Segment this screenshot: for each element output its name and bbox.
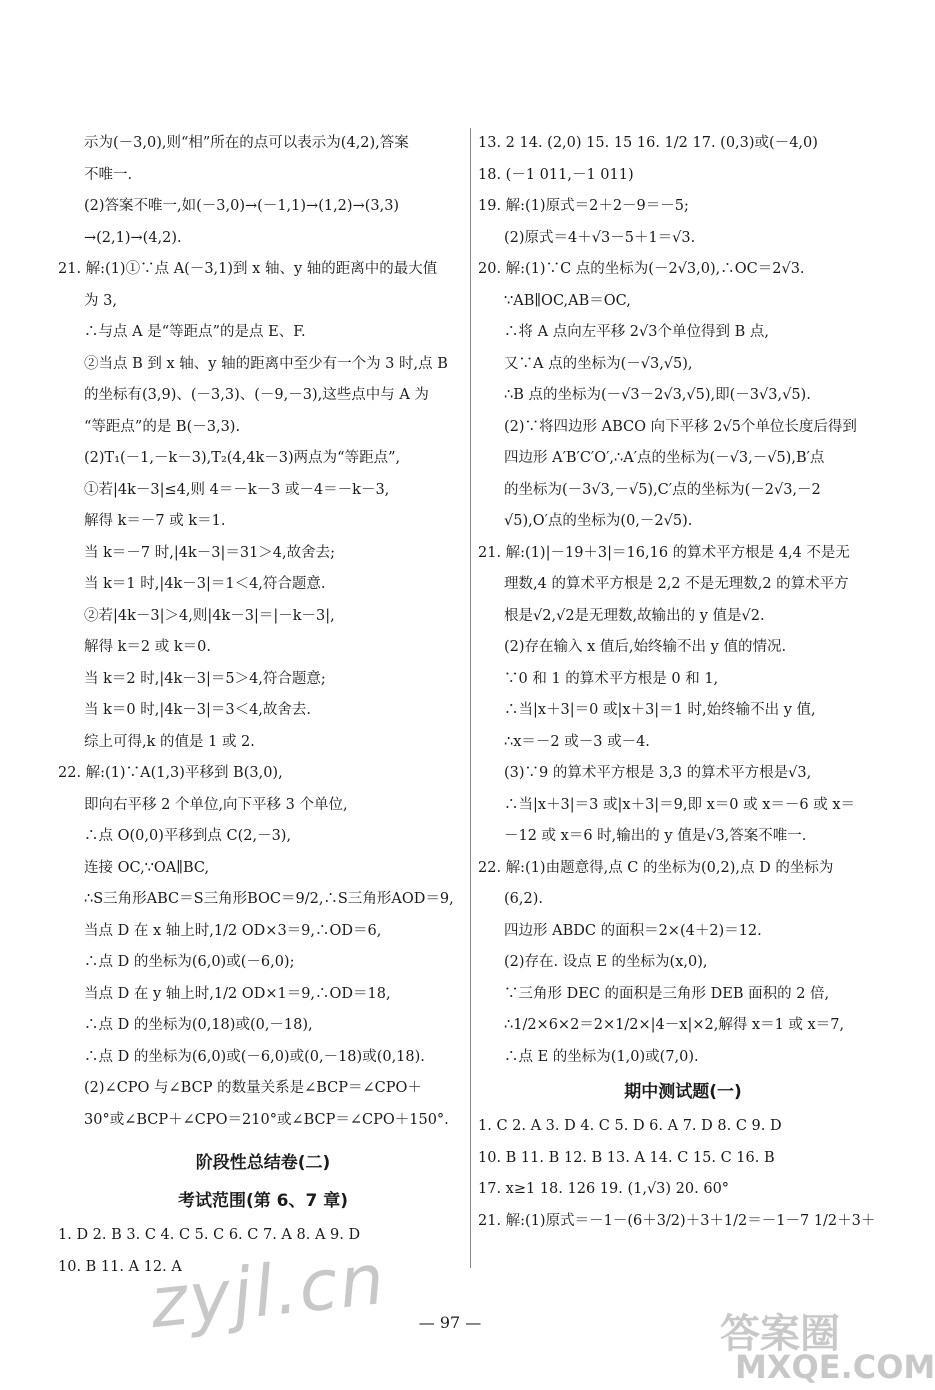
text-line: 当点 D 在 x 轴上时,1/2 OD×3＝9,∴OD＝6, — [84, 922, 382, 939]
text-line: 连接 OC,∵OA∥BC, — [84, 859, 210, 876]
text-line: (2)答案不唯一,如(－3,0)→(－1,1)→(1,2)→(3,3) — [84, 198, 400, 214]
text-line: ∴点 D 的坐标为(6,0)或(－6,0); — [84, 954, 295, 970]
text-line: 20. 解:(1)∵C 点的坐标为(－2√3,0),∴OC＝2√3. — [478, 261, 805, 277]
text-line: ∴与点 A 是“等距点”的是点 E、F. — [84, 324, 306, 340]
text-line: ∵三角形 DEC 的面积是三角形 DEB 面积的 2 倍, — [504, 985, 830, 1002]
text-line: 当 k＝0 时,|4k－3|＝3＜4,故舍去. — [84, 702, 312, 718]
text-line: 22. 解:(1)∵A(1,3)平移到 B(3,0), — [58, 765, 283, 781]
text-line: 19. 解:(1)原式＝2＋2－9＝－5; — [478, 198, 689, 214]
text-line: ∴点 O(0,0)平移到点 C(2,－3), — [84, 828, 292, 844]
text-line: √5),O′点的坐标为(0,－2√5). — [504, 513, 693, 529]
answer-line: 21. 解:(1)原式＝－1－(6＋3/2)＋3＋1/2＝－1－7 1/2＋3＋ — [478, 1212, 876, 1229]
text-line: 当 k＝1 时,|4k－3|＝1＜4,符合题意. — [84, 576, 326, 592]
text-line: ②当点 B 到 x 轴、y 轴的距离中至少有一个为 3 时,点 B — [84, 355, 448, 372]
text-line: 根是√2,√2是无理数,故输出的 y 值是√2. — [504, 607, 765, 624]
text-line: ∴将 A 点向左平移 2√3个单位得到 B 点, — [504, 324, 769, 340]
text-line: 又∵A 点的坐标为(－√3,√5), — [504, 355, 693, 372]
column-divider — [470, 128, 471, 1268]
text-line: 综上可得,k 的值是 1 或 2. — [84, 733, 255, 750]
text-line: 18. (－1 011,－1 011) — [478, 166, 634, 183]
text-line: ∴点 D 的坐标为(0,18)或(0,－18), — [84, 1017, 313, 1033]
text-line: ∴当|x＋3|＝0 或|x＋3|＝1 时,始终输不出 y 值, — [504, 702, 816, 718]
section-title: 阶段性总结卷(二) — [195, 1153, 331, 1173]
text-line: 13. 2 14. (2,0) 15. 15 16. 1/2 17. (0,3)或(－4,0) — [478, 135, 818, 151]
text-line: ∴S三角形ABC＝S三角形BOC＝9/2,∴S三角形AOD＝9, — [84, 891, 454, 907]
text-line: 的坐标有(3,9)、(－3,3)、(－9,－3),这些点中与 A 为 — [84, 387, 429, 403]
section-subtitle: 考试范围(第 6、7 章) — [177, 1191, 349, 1211]
answer-line: 1. D 2. B 3. C 4. C 5. C 6. C 7. A 8. A 9. D — [58, 1227, 361, 1243]
text-line: ∴点 E 的坐标为(1,0)或(7,0). — [504, 1048, 699, 1065]
answer-line: 17. x≥1 18. 126 19. (1,√3) 20. 60° — [478, 1181, 730, 1197]
text-line: 为 3, — [84, 292, 117, 309]
text-line: ②若|4k－3|＞4,则|4k－3|＝|－k－3|, — [84, 607, 335, 624]
text-line: 不唯一. — [84, 166, 133, 183]
text-line: 四边形 ABDC 的面积＝2×(4＋2)＝12. — [504, 922, 762, 939]
text-line: 当 k＝2 时,|4k－3|＝5＞4,符合题意; — [84, 670, 326, 687]
text-line: 理数,4 的算术平方根是 2,2 不是无理数,2 的算术平方 — [504, 576, 849, 592]
text-line: →(2,1)→(4,2). — [84, 229, 182, 246]
answer-line: 1. C 2. A 3. D 4. C 5. D 6. A 7. D 8. C 9. D — [478, 1118, 782, 1134]
watermark-mxqe: MXQE.COM — [735, 1348, 935, 1386]
text-line: (2)原式＝4＋√3－5＋1＝√3. — [504, 229, 696, 246]
text-line: 30°或∠BCP＋∠CPO＝210°或∠BCP＝∠CPO＋150°. — [84, 1111, 449, 1128]
text-line: ∴当|x＋3|＝3 或|x＋3|＝9,即 x＝0 或 x＝－6 或 x＝ — [504, 796, 856, 813]
text-line: －12 或 x＝6 时,输出的 y 值是√3,答案不唯一. — [504, 828, 807, 844]
section-title: 期中测试题(一) — [624, 1082, 742, 1102]
text-line: 示为(－3,0),则“相”所在的点可以表示为(4,2),答案 — [84, 135, 409, 151]
text-line: ∵AB∥OC,AB＝OC, — [504, 292, 631, 309]
text-line: 即向右平移 2 个单位,向下平移 3 个单位, — [84, 796, 348, 813]
text-line: (2)∠CPO 与∠BCP 的数量关系是∠BCP＝∠CPO＋ — [84, 1080, 422, 1096]
left-column — [58, 128, 468, 1283]
text-line: ∴点 D 的坐标为(6,0)或(－6,0)或(0,－18)或(0,18). — [84, 1048, 425, 1065]
text-line: (6,2). — [504, 891, 543, 907]
text-line: (2)存在输入 x 值后,始终输不出 y 值的情况. — [504, 639, 787, 655]
watermark-zyjl: zyjl.cn — [146, 1237, 390, 1345]
text-line: (2)∵将四边形 ABCO 向下平移 2√5个单位长度后得到 — [504, 418, 857, 435]
text-line: 当点 D 在 y 轴上时,1/2 OD×1＝9,∴OD＝18, — [84, 985, 391, 1002]
text-line: 22. 解:(1)由题意得,点 C 的坐标为(0,2),点 D 的坐标为 — [478, 859, 834, 876]
answer-line: 10. B 11. A 12. A — [58, 1258, 182, 1275]
text-line: ∴B 点的坐标为(－√3－2√3,√5),即(－3√3,√5). — [504, 387, 811, 403]
page-number: — 97 — — [418, 1313, 482, 1332]
text-line: (2)存在. 设点 E 的坐标为(x,0), — [504, 954, 708, 970]
text-line: 21. 解:(1)①∵点 A(－3,1)到 x 轴、y 轴的距离中的最大值 — [58, 261, 438, 277]
answer-line: 10. B 11. B 12. B 13. A 14. C 15. C 16. B — [478, 1149, 775, 1166]
text-line: 21. 解:(1)|－19＋3|＝16,16 的算术平方根是 4,4 不是无 — [478, 544, 850, 561]
text-line: 四边形 A′B′C′O′,∴A′点的坐标为(－√3,－√5),B′点 — [504, 450, 825, 466]
text-line: 的坐标为(－3√3,－√5),C′点的坐标为(－2√3,－2 — [504, 481, 821, 498]
text-line: ①若|4k－3|≤4,则 4＝－k－3 或－4＝－k－3, — [84, 481, 390, 498]
watermark-daanquan: 答案圈 — [720, 1311, 840, 1357]
text-line: “等距点”的是 B(－3,3). — [84, 418, 241, 435]
text-line: 解得 k＝－7 或 k＝1. — [84, 513, 226, 529]
text-line: 解得 k＝2 或 k＝0. — [84, 639, 211, 655]
text-line: ∵0 和 1 的算术平方根是 0 和 1, — [504, 670, 719, 687]
text-line: 当 k＝－7 时,|4k－3|＝31＞4,故舍去; — [84, 544, 336, 561]
text-line: (3)∵9 的算术平方根是 3,3 的算术平方根是√3, — [504, 765, 812, 781]
right-column — [478, 128, 888, 1237]
text-line: (2)T₁(－1,－k－3),T₂(4,4k－3)两点为“等距点”, — [84, 450, 401, 466]
text-line: ∴x＝－2 或－3 或－4. — [504, 733, 650, 750]
text-line: ∴1/2×6×2＝2×1/2×|4－x|×2,解得 x＝1 或 x＝7, — [504, 1017, 845, 1033]
